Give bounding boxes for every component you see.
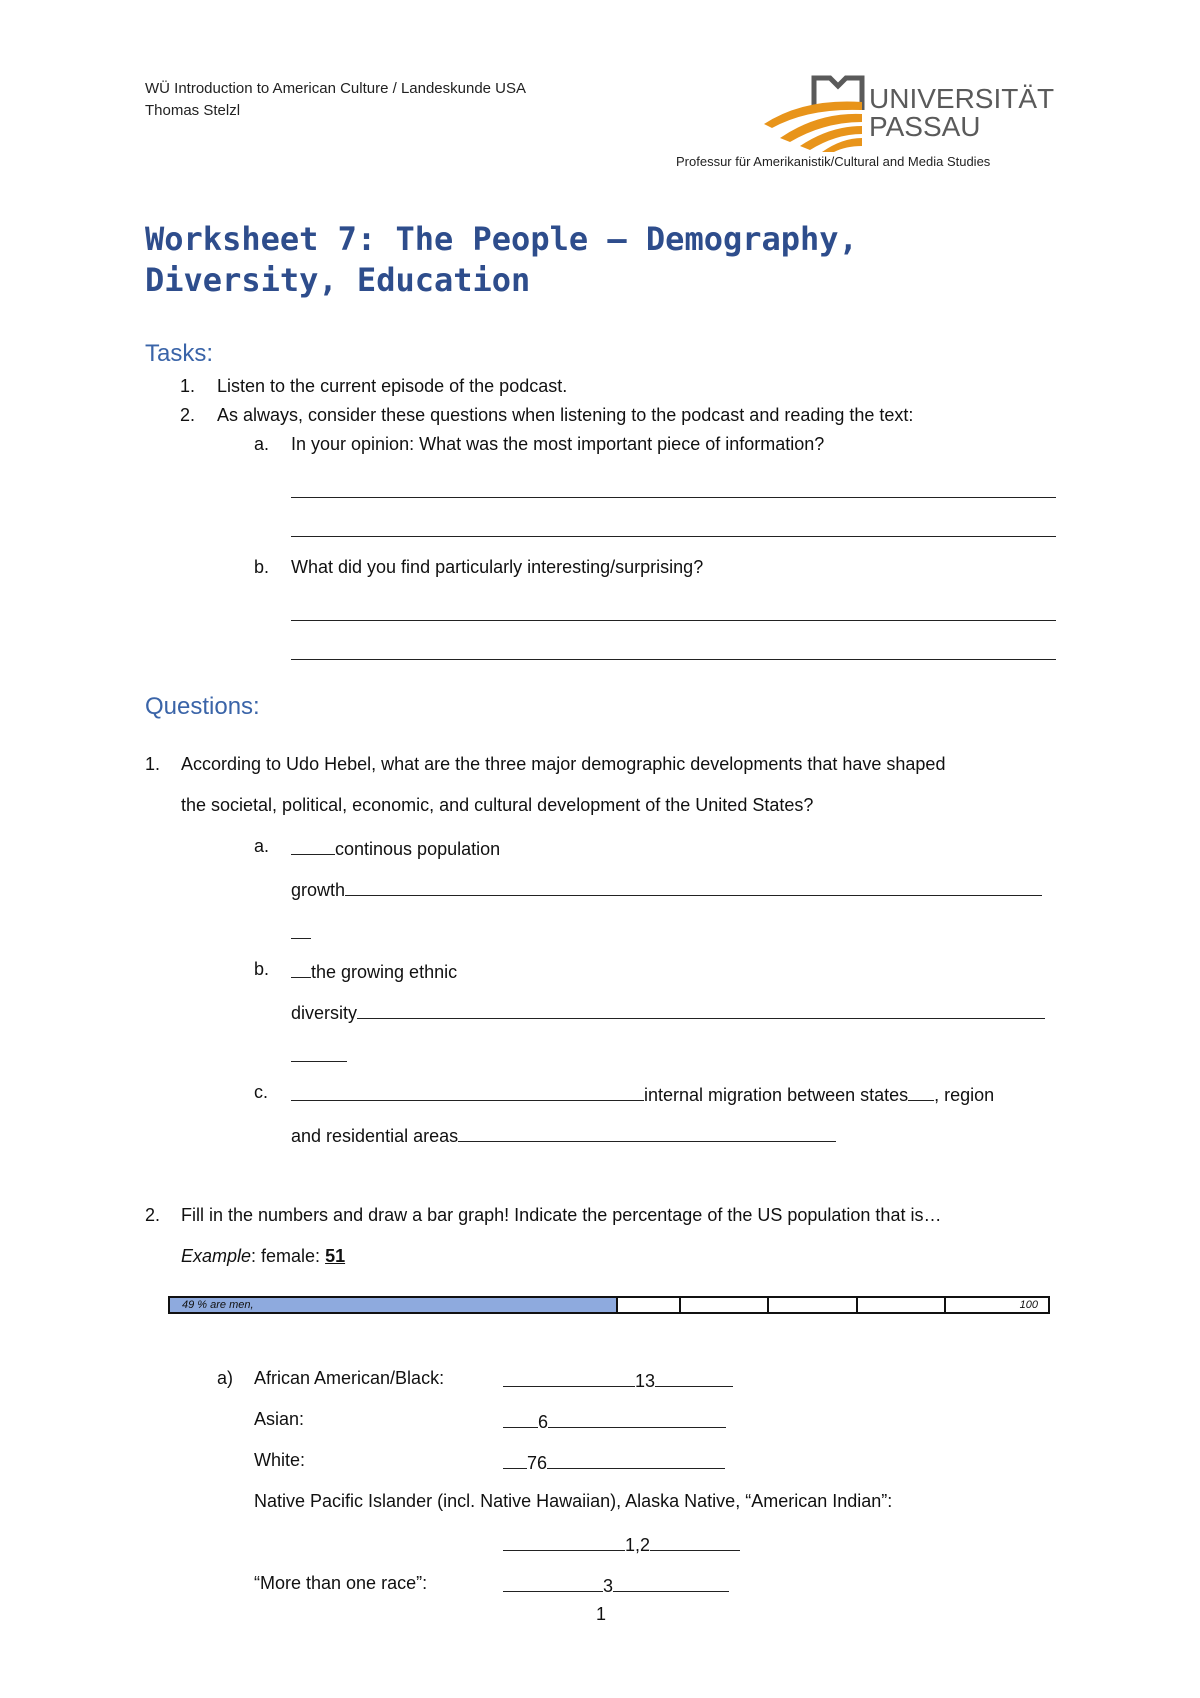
q1-b-word[interactable]: diversity xyxy=(291,1000,1045,1024)
author-name: Thomas Stelzl xyxy=(145,102,241,119)
passau-logo-icon xyxy=(764,72,1056,152)
q1-a-answer[interactable]: continous population xyxy=(291,836,500,860)
task-2b: What did you find particularly interesting/surprising? xyxy=(291,557,704,577)
white-answer[interactable]: 76 xyxy=(503,1450,725,1474)
q1-b-answer[interactable]: the growing ethnic xyxy=(291,959,457,983)
question-1-line2: the societal, political, economic, and cultural development of the United States? xyxy=(181,795,814,815)
tasks-heading: Tasks: xyxy=(145,340,214,367)
q1-c-line2[interactable]: and residential areas xyxy=(291,1123,836,1147)
bar-divider xyxy=(944,1298,946,1312)
african-american-label: African American/Black: xyxy=(254,1368,445,1388)
task-2: As always, consider these questions when listening to the podcast and reading the text: xyxy=(217,405,914,425)
page-number: 1 xyxy=(596,1604,607,1624)
task-sub-b-marker: b. xyxy=(254,557,270,577)
white-label: White: xyxy=(254,1450,306,1470)
answer-line[interactable] xyxy=(291,1061,347,1062)
task-2a: In your opinion: What was the most important piece of information? xyxy=(291,434,825,454)
task-number-1: 1. xyxy=(180,376,196,396)
multi-race-answer[interactable]: 3 xyxy=(503,1573,729,1597)
answer-line[interactable] xyxy=(291,620,1056,621)
bar-left-label: 49 % are men, xyxy=(182,1299,254,1311)
question-2-example: Example: female: 51 xyxy=(181,1246,346,1266)
page-title-line1: Worksheet 7: The People – Demography, xyxy=(145,220,858,258)
bar-divider xyxy=(856,1298,858,1312)
question-number-2: 2. xyxy=(145,1205,161,1225)
race-list-marker: a) xyxy=(217,1368,234,1388)
percentage-bar-graph[interactable] xyxy=(168,1296,1050,1314)
question-number-1: 1. xyxy=(145,754,161,774)
professorship: Professur für Amerikanistik/Cultural and Media Studies xyxy=(676,154,991,169)
questions-heading: Questions: xyxy=(145,693,260,720)
task-number-2: 2. xyxy=(180,405,196,425)
native-answer[interactable]: 1,2 xyxy=(503,1532,740,1556)
answer-line[interactable] xyxy=(291,497,1056,498)
logo-text-2: PASSAU xyxy=(869,111,981,142)
university-logo xyxy=(764,72,1056,152)
native-label: Native Pacific Islander (incl. Native Hawaiian), Alaska Native, “American Indian”: xyxy=(254,1491,893,1511)
answer-line[interactable] xyxy=(291,659,1056,660)
multi-race-label: “More than one race”: xyxy=(254,1573,428,1593)
asian-label: Asian: xyxy=(254,1409,305,1429)
bar-divider xyxy=(767,1298,769,1312)
answer-line[interactable] xyxy=(291,536,1056,537)
question-1-line1: According to Udo Hebel, what are the three major demographic developments that have shaped xyxy=(181,754,946,774)
q1-a-word[interactable]: growth xyxy=(291,877,1042,901)
asian-answer[interactable]: 6 xyxy=(503,1409,726,1433)
task-sub-a-marker: a. xyxy=(254,434,270,454)
bar-divider xyxy=(679,1298,681,1312)
q1-c-marker: c. xyxy=(254,1082,269,1102)
task-1: Listen to the current episode of the podcast. xyxy=(217,376,568,396)
african-american-answer[interactable]: 13 xyxy=(503,1368,733,1392)
question-2: Fill in the numbers and draw a bar graph! Indicate the percentage of the US population that is… xyxy=(181,1205,942,1225)
course-name: WÜ Introduction to American Culture / Landeskunde USA xyxy=(145,80,527,97)
logo-text-1: UNIVERSITÄT xyxy=(869,83,1055,114)
q1-b-marker: b. xyxy=(254,959,270,979)
q1-a-marker: a. xyxy=(254,836,270,856)
page-title-line2: Diversity, Education xyxy=(145,261,531,299)
q1-c-answer[interactable]: internal migration between states , region xyxy=(291,1082,994,1106)
answer-line[interactable] xyxy=(291,938,311,939)
bar-right-label: 100 xyxy=(1019,1299,1038,1311)
